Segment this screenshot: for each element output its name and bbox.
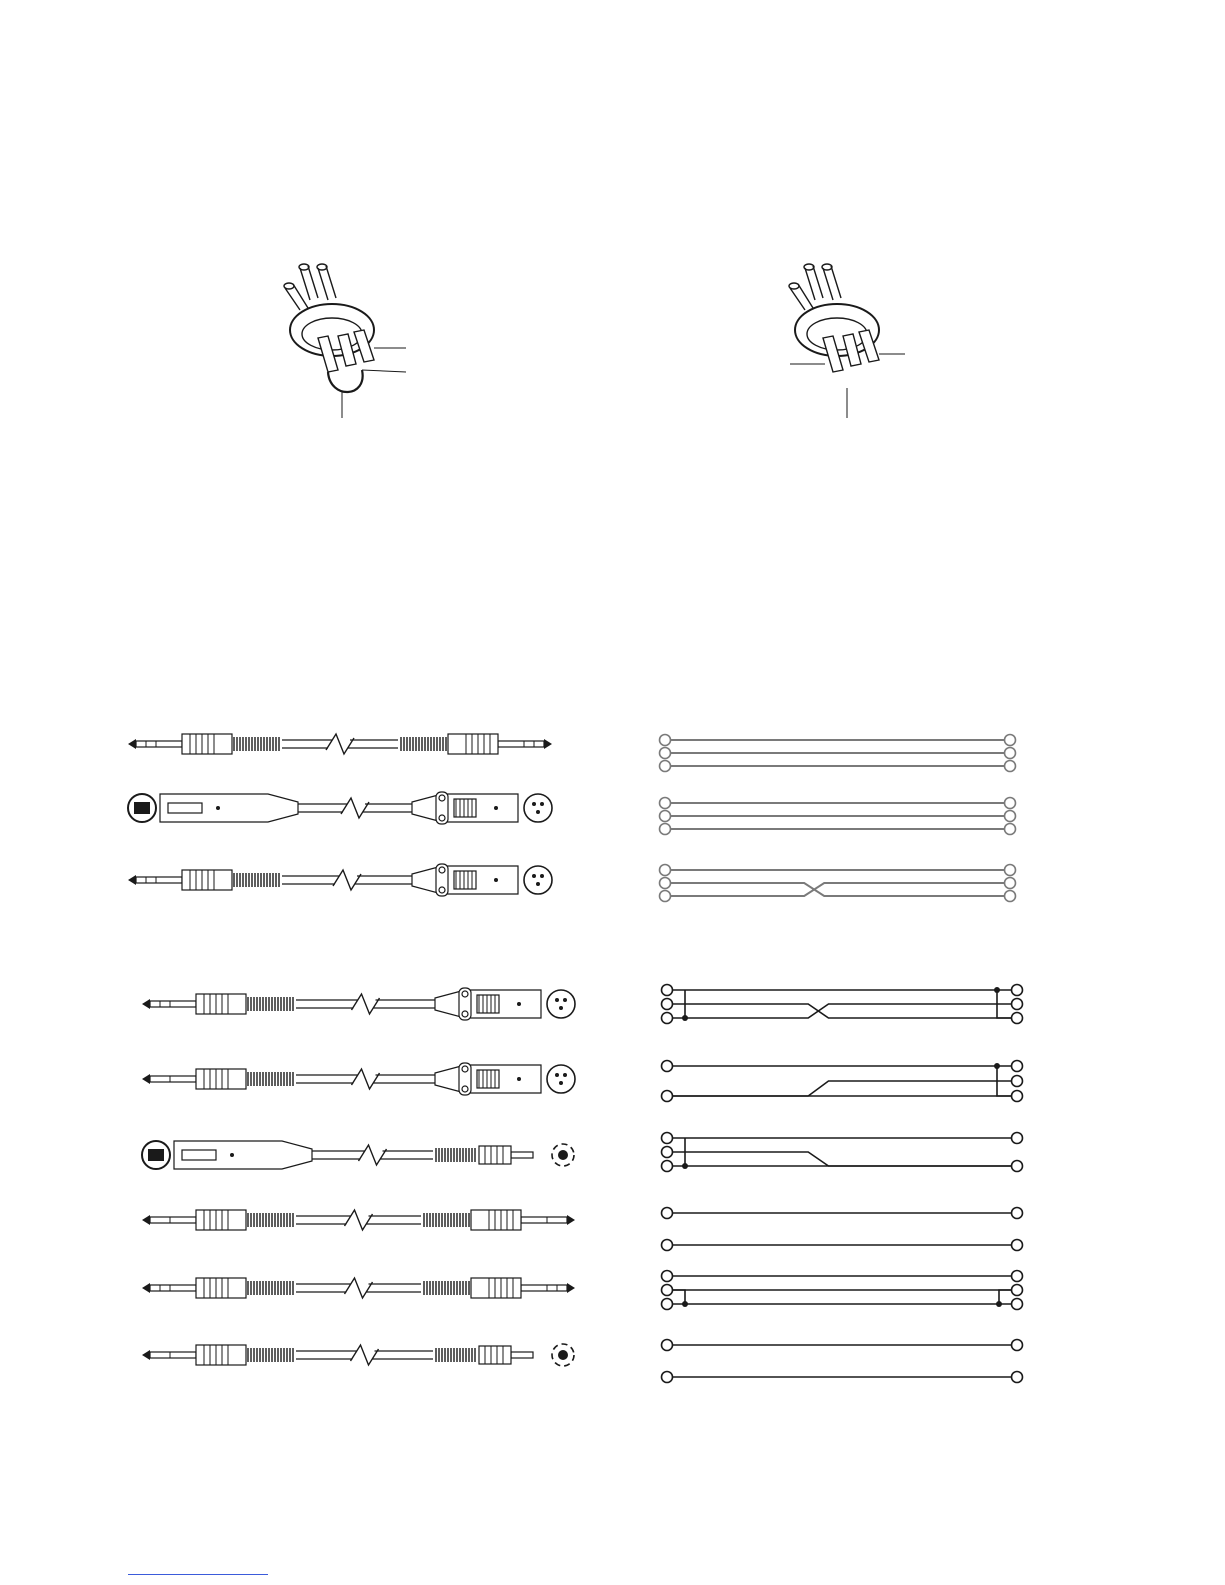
plug-tip — [142, 999, 150, 1009]
latch — [454, 871, 476, 889]
pin-tail — [300, 266, 318, 300]
xlr-pin-dot — [532, 874, 536, 878]
plug-shaft — [498, 741, 544, 747]
terminal-left — [662, 1013, 673, 1024]
pin-front — [318, 336, 338, 372]
leader-line — [362, 370, 406, 372]
rca-pin — [511, 1352, 533, 1358]
wiring-w7 — [662, 1208, 1023, 1251]
xlr-socket — [134, 802, 150, 814]
jumper-wire — [328, 370, 363, 392]
cable-trs-to-xlr-male-2 — [142, 988, 575, 1020]
cable-break-mark — [345, 1210, 373, 1230]
screw — [517, 1002, 521, 1006]
xlr-pin-dot — [540, 802, 544, 806]
xlr-male-face — [547, 990, 575, 1018]
junction-dot — [994, 987, 1000, 993]
clamp-screw — [462, 1066, 468, 1072]
pin-end — [822, 264, 832, 270]
terminal-left — [662, 985, 673, 996]
strain-relief — [248, 1348, 293, 1362]
clamp-screw — [439, 815, 445, 821]
cable-break-mark — [333, 870, 361, 890]
latch — [454, 799, 476, 817]
footer-link-underline — [128, 1574, 268, 1575]
terminal-right — [1012, 1208, 1023, 1219]
terminal-left — [660, 811, 671, 822]
plug-tip — [544, 739, 552, 749]
latch — [477, 1070, 499, 1088]
rca-center — [558, 1350, 568, 1360]
connector-collar-inner — [302, 318, 362, 350]
terminal-right — [1012, 1076, 1023, 1087]
screw — [517, 1077, 521, 1081]
strain-relief — [424, 1281, 469, 1295]
rca-pin — [511, 1152, 533, 1158]
cable-xlr-female-to-rca — [142, 1141, 574, 1169]
terminal-left — [662, 1147, 673, 1158]
terminal-right — [1012, 1240, 1023, 1251]
xlr-pin-dot — [536, 882, 540, 886]
terminal-left — [662, 1133, 673, 1144]
xlr-pin-dot — [559, 1006, 563, 1010]
pin-front — [823, 336, 843, 372]
plug-tip — [128, 875, 136, 885]
junction-dot — [682, 1015, 688, 1021]
plug-shaft — [150, 1217, 196, 1223]
wiring-w2 — [660, 798, 1016, 835]
xlr-socket — [148, 1149, 164, 1161]
xlr-pin-dot — [563, 1073, 567, 1077]
terminal-right — [1012, 985, 1023, 996]
plug-shaft — [150, 1352, 196, 1358]
rca-body — [479, 1346, 511, 1364]
pin-front — [354, 330, 374, 362]
terminal-right — [1005, 748, 1016, 759]
screw — [494, 806, 498, 810]
terminal-right — [1012, 1061, 1023, 1072]
strain-relief — [436, 1148, 475, 1162]
pin-front — [859, 330, 879, 362]
terminal-right — [1012, 1340, 1023, 1351]
terminal-left — [662, 999, 673, 1010]
strain-relief — [401, 737, 446, 751]
strain-relief — [234, 873, 279, 887]
xlr-pin-diagram-balanced-xlr — [789, 264, 905, 418]
terminal-right — [1005, 761, 1016, 772]
terminal-right — [1012, 1013, 1023, 1024]
terminal-left — [662, 1161, 673, 1172]
terminal-right — [1005, 735, 1016, 746]
wire-cross — [673, 1152, 1011, 1166]
terminal-right — [1005, 865, 1016, 876]
terminal-right — [1005, 811, 1016, 822]
terminal-right — [1005, 824, 1016, 835]
xlr-male-face — [524, 794, 552, 822]
terminal-right — [1012, 1285, 1023, 1296]
plug-shaft — [136, 741, 182, 747]
junction-dot — [682, 1301, 688, 1307]
terminal-left — [662, 1299, 673, 1310]
plug-tip — [567, 1215, 575, 1225]
pin-end — [299, 264, 309, 270]
pin-tail — [318, 266, 336, 300]
strain-relief — [248, 997, 293, 1011]
junction-dot — [994, 1063, 1000, 1069]
cable-trs-to-xlr-male — [128, 864, 552, 896]
plug-shaft — [150, 1001, 196, 1007]
xlr-pin-dot — [555, 998, 559, 1002]
xlr-male-face — [524, 866, 552, 894]
terminal-left — [660, 798, 671, 809]
terminal-left — [662, 1091, 673, 1102]
plug-tip — [142, 1215, 150, 1225]
clamp-screw — [439, 795, 445, 801]
strain-relief — [424, 1213, 469, 1227]
terminal-left — [660, 748, 671, 759]
terminal-left — [660, 761, 671, 772]
plug-shaft — [136, 877, 182, 883]
terminal-left — [662, 1271, 673, 1282]
wire-cross — [671, 883, 1004, 896]
cable-break-mark — [352, 994, 380, 1014]
terminal-right — [1012, 1091, 1023, 1102]
cable-break-mark — [326, 734, 354, 754]
pin-end — [789, 283, 799, 289]
terminal-right — [1012, 999, 1023, 1010]
cable-break-mark — [351, 1345, 379, 1365]
clamp-screw — [462, 1086, 468, 1092]
cable-trs-to-trs — [128, 734, 552, 754]
cable-break-mark — [341, 798, 369, 818]
terminal-right — [1012, 1299, 1023, 1310]
plug-shaft — [150, 1076, 196, 1082]
cable-ts-to-xlr-male — [142, 1063, 575, 1095]
rca-center — [558, 1150, 568, 1160]
terminal-left — [662, 1285, 673, 1296]
cable-break-mark — [345, 1278, 373, 1298]
strain-relief — [234, 737, 279, 751]
wire-cross — [671, 883, 1004, 896]
wire-cross — [673, 1004, 1011, 1018]
plug-tip — [142, 1350, 150, 1360]
wire-cross — [673, 1081, 1011, 1096]
pin-end — [317, 264, 327, 270]
wiring-w1 — [660, 735, 1016, 772]
plug-shaft — [521, 1285, 567, 1291]
terminal-left — [660, 865, 671, 876]
clamp-screw — [439, 867, 445, 873]
pin-end — [284, 283, 294, 289]
terminal-left — [662, 1372, 673, 1383]
screw — [230, 1153, 234, 1157]
cable-xlr-female-to-male — [128, 792, 552, 824]
latch — [477, 995, 499, 1013]
wiring-w3 — [660, 865, 1016, 902]
xlr-pin-diagrams — [284, 264, 905, 418]
pin-tail — [823, 266, 841, 300]
terminal-right — [1005, 891, 1016, 902]
wiring-w8 — [662, 1271, 1023, 1310]
wiring-w4 — [662, 985, 1023, 1024]
plug-tip — [567, 1283, 575, 1293]
plug-tip — [142, 1283, 150, 1293]
junction-dot — [682, 1163, 688, 1169]
terminal-right — [1012, 1161, 1023, 1172]
terminal-right — [1012, 1271, 1023, 1282]
terminal-left — [660, 891, 671, 902]
terminal-left — [662, 1340, 673, 1351]
terminal-left — [660, 735, 671, 746]
terminal-left — [660, 878, 671, 889]
pin-tail — [790, 284, 813, 310]
terminal-left — [660, 824, 671, 835]
strain-relief — [248, 1213, 293, 1227]
terminal-right — [1012, 1372, 1023, 1383]
clamp-screw — [462, 991, 468, 997]
cable-break-mark — [359, 1145, 387, 1165]
strain-relief — [248, 1281, 293, 1295]
terminal-right — [1012, 1133, 1023, 1144]
clamp-screw — [439, 887, 445, 893]
cable-break-mark — [352, 1069, 380, 1089]
terminal-left — [662, 1240, 673, 1251]
plug-shaft — [521, 1217, 567, 1223]
plug-tip — [128, 739, 136, 749]
terminal-right — [1005, 878, 1016, 889]
junction-dot — [996, 1301, 1002, 1307]
strain-relief — [436, 1348, 475, 1362]
clamp-screw — [462, 1011, 468, 1017]
cable-illustrations — [128, 734, 575, 1366]
screw — [494, 878, 498, 882]
latch — [168, 803, 202, 813]
cable-trs-to-trs-2 — [142, 1278, 575, 1298]
cable-ts-to-rca — [142, 1344, 574, 1366]
screw — [216, 806, 220, 810]
pin-end — [804, 264, 814, 270]
xlr-male-face — [547, 1065, 575, 1093]
terminal-left — [662, 1208, 673, 1219]
xlr-pin-dot — [536, 810, 540, 814]
xlr-pin-dot — [532, 802, 536, 806]
xlr-pin-diagram-unbalanced-xlr — [284, 264, 406, 418]
wiring-w9 — [662, 1340, 1023, 1383]
rca-body — [479, 1146, 511, 1164]
xlr-pin-dot — [555, 1073, 559, 1077]
plug-tip — [142, 1074, 150, 1084]
pin-tail — [285, 284, 308, 310]
pin-tail — [805, 266, 823, 300]
xlr-pin-dot — [559, 1081, 563, 1085]
latch — [182, 1150, 216, 1160]
terminal-right — [1005, 798, 1016, 809]
wire-cross — [673, 1004, 1011, 1018]
plug-shaft — [150, 1285, 196, 1291]
terminal-left — [662, 1061, 673, 1072]
wiring-w6 — [662, 1133, 1023, 1172]
xlr-pin-dot — [540, 874, 544, 878]
wiring-w5 — [662, 1061, 1023, 1102]
wiring-diagrams — [660, 735, 1023, 1383]
cable-ts-to-ts — [142, 1210, 575, 1230]
xlr-pin-dot — [563, 998, 567, 1002]
strain-relief — [248, 1072, 293, 1086]
connector-collar-inner — [807, 318, 867, 350]
